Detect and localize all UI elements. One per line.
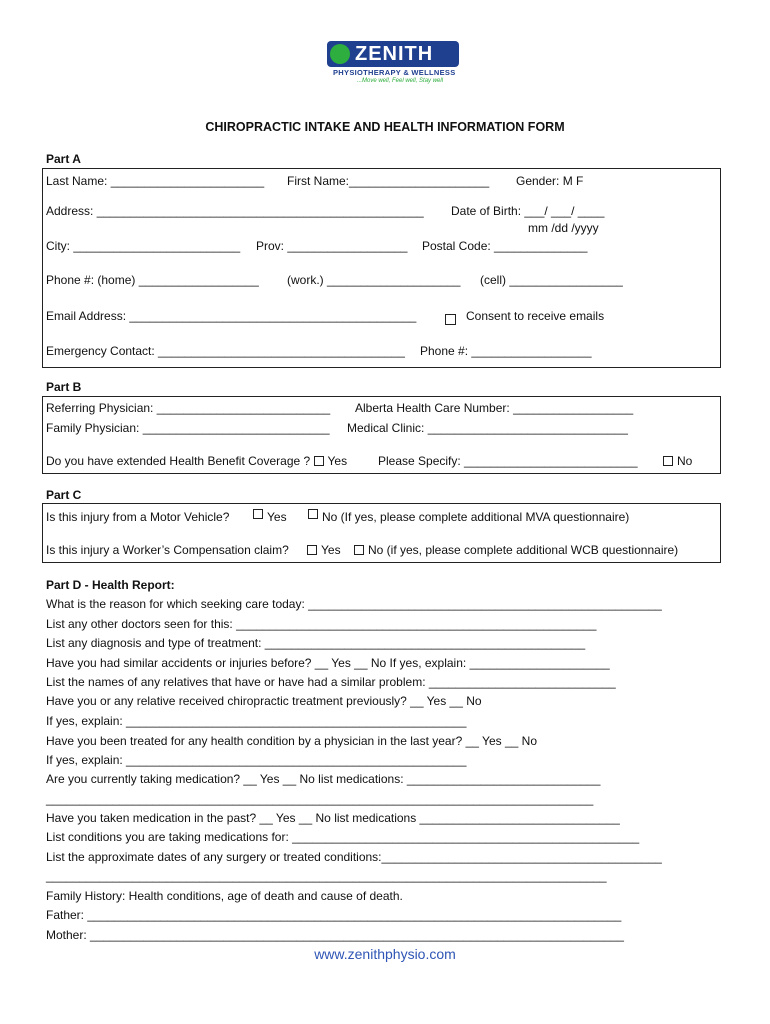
form-title: CHIROPRACTIC INTAKE AND HEALTH INFORMATION FORM <box>205 120 565 134</box>
referring-physician-field[interactable]: Referring Physician: __________________________ <box>46 401 331 415</box>
coverage-yes-label: Yes <box>327 454 348 468</box>
part-d-heading: Part D - Health Report: <box>46 578 175 592</box>
health-report-line[interactable]: Have you taken medication in the past? __ Yes __ No list medications ______________________________ <box>46 811 620 825</box>
wcb-question: Is this injury a Worker’s Compensation claim? <box>46 543 289 557</box>
coverage-no-option <box>663 454 692 468</box>
emergency-phone-field[interactable]: Phone #: __________________ <box>420 344 592 358</box>
emergency-contact-field[interactable]: Emergency Contact: _____________________________________ <box>46 344 405 358</box>
mva-no-option <box>308 507 630 524</box>
gender-field[interactable]: Gender: M F <box>516 174 584 188</box>
phone-work-field[interactable]: (work.) ____________________ <box>287 273 461 287</box>
logo-tagline: ...Move well, Feel well, Stay well <box>357 78 444 84</box>
health-report-line[interactable]: Father: ________________________________________________________________________________ <box>46 908 622 922</box>
coverage-no-checkbox[interactable] <box>663 456 673 466</box>
mva-yes-option <box>253 507 287 524</box>
health-report-line[interactable]: List the names of any relatives that have or have had a similar problem: ____________________________ <box>46 675 616 689</box>
prov-field[interactable]: Prov: __________________ <box>256 239 408 253</box>
part-b-heading: Part B <box>46 380 82 394</box>
health-report-line[interactable]: Have you or any relative received chiropractic treatment previously? __ Yes __ No <box>46 694 482 708</box>
coverage-question <box>46 454 347 468</box>
health-report-line[interactable]: Family History: Health conditions, age of death and cause of death. <box>46 889 403 903</box>
health-report-line[interactable]: __________________________________________________________________________________ <box>46 792 594 806</box>
postal-code-field[interactable]: Postal Code: ______________ <box>422 239 588 253</box>
wcb-no-label: No (if yes, please complete additional WCB questionnaire) <box>368 543 679 557</box>
health-report-line[interactable]: Are you currently taking medication? __ Yes __ No list medications: _____________________________ <box>46 772 601 786</box>
mva-yes-label: Yes <box>267 510 287 524</box>
health-report-line[interactable]: Have you had similar accidents or injuries before? __ Yes __ No If yes, explain: _____________________ <box>46 656 610 670</box>
phone-home-field[interactable]: Phone #: (home) __________________ <box>46 273 259 287</box>
last-name-field[interactable]: Last Name: _______________________ <box>46 174 265 188</box>
mva-no-checkbox[interactable] <box>308 509 318 519</box>
health-report-line[interactable]: ____________________________________________________________________________________ <box>46 869 607 883</box>
mva-yes-checkbox[interactable] <box>253 509 263 519</box>
website-footer[interactable]: www.zenithphysio.com <box>314 946 456 962</box>
consent-checkbox[interactable] <box>445 314 456 325</box>
dob-format: mm /dd /yyyy <box>528 221 599 235</box>
city-field[interactable]: City: _________________________ <box>46 239 241 253</box>
health-report-line[interactable]: If yes, explain: ___________________________________________________ <box>46 753 467 767</box>
coverage-question-label: Do you have extended Health Benefit Coverage ? <box>46 454 311 468</box>
wcb-no-option <box>354 543 678 557</box>
wcb-no-checkbox[interactable] <box>354 545 364 555</box>
part-a-heading: Part A <box>46 152 81 166</box>
mva-question: Is this injury from a Motor Vehicle? <box>46 510 230 524</box>
health-report-line[interactable]: List any other doctors seen for this: ______________________________________________________ <box>46 617 597 631</box>
medical-clinic-field[interactable]: Medical Clinic: ______________________________ <box>347 421 628 435</box>
coverage-yes-checkbox[interactable] <box>314 456 324 466</box>
part-a-box <box>42 168 721 368</box>
health-report-line[interactable]: Mother: ________________________________________________________________________________ <box>46 928 624 942</box>
health-report-line[interactable]: Have you been treated for any health condition by a physician in the last year? __ Yes __ No <box>46 734 537 748</box>
email-field[interactable]: Email Address: ___________________________________________ <box>46 309 417 323</box>
health-report-line[interactable]: If yes, explain: ___________________________________________________ <box>46 714 467 728</box>
health-report-line[interactable]: List any diagnosis and type of treatment: ________________________________________________ <box>46 636 586 650</box>
health-report-line[interactable]: List the approximate dates of any surgery or treated conditions:__________________________________________ <box>46 850 662 864</box>
family-physician-field[interactable]: Family Physician: ____________________________ <box>46 421 330 435</box>
wcb-yes-label: Yes <box>321 543 341 557</box>
mva-no-label: No (If yes, please complete additional MVA questionnaire) <box>322 510 630 524</box>
health-report-line[interactable]: List conditions you are taking medications for: ____________________________________________________ <box>46 830 640 844</box>
health-report-line[interactable]: What is the reason for which seeking care today: _____________________________________________________ <box>46 597 662 611</box>
part-c-heading: Part C <box>46 488 82 502</box>
coverage-specify-field[interactable]: Please Specify: __________________________ <box>378 454 638 468</box>
first-name-field[interactable]: First Name:_____________________ <box>287 174 490 188</box>
logo-word: ZENITH <box>355 43 434 65</box>
phone-cell-field[interactable]: (cell) _________________ <box>480 273 623 287</box>
wcb-yes-option <box>307 543 341 557</box>
dob-field[interactable]: Date of Birth: ___/ ___/ ____ <box>451 204 605 218</box>
consent-label: Consent to receive emails <box>466 309 605 323</box>
zenith-logo <box>327 41 459 95</box>
logo-subtitle: PHYSIOTHERAPY & WELLNESS <box>333 68 456 77</box>
address-field[interactable]: Address: _________________________________________________ <box>46 204 424 218</box>
logo-figure-icon <box>330 44 350 64</box>
coverage-no-label: No <box>677 454 693 468</box>
wcb-yes-checkbox[interactable] <box>307 545 317 555</box>
alberta-health-care-field[interactable]: Alberta Health Care Number: __________________ <box>355 401 634 415</box>
